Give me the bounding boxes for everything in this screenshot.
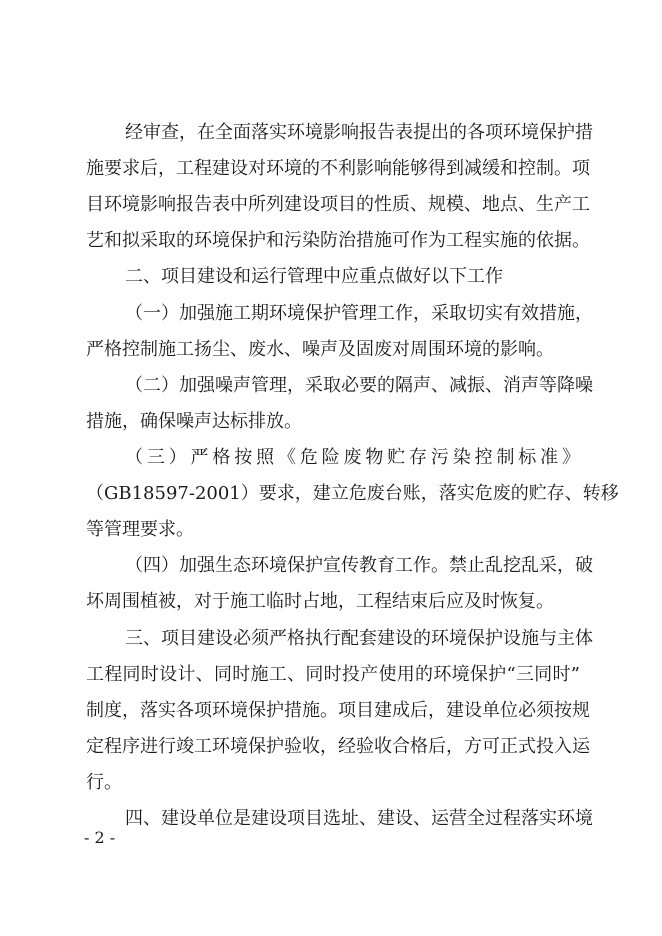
- text-line: 行。: [86, 772, 122, 793]
- text-line: 工程同时设计、同时施工、同时投产使用的环境保护“三同时”: [86, 664, 580, 685]
- text-line: （三）严格按照《危险废物贮存污染控制标准》: [125, 447, 580, 468]
- text-line: （二）加强噪声管理，采取必要的隔声、减振、消声等降噪: [125, 375, 593, 396]
- text-line: 措施，确保噪声达标排放。: [86, 411, 302, 432]
- section-heading: 二、项目建设和运行管理中应重点做好以下工作: [125, 266, 503, 287]
- text-line: 严格控制施工扬尘、废水、噪声及固废对周围环境的影响。: [86, 339, 554, 360]
- text-line: 艺和拟采取的环境保护和污染防治措施可作为工程实施的依据。: [86, 230, 590, 251]
- text-line: 经审查，在全面落实环境影响报告表提出的各项环境保护措: [125, 122, 593, 143]
- text-line: （四）加强生态环境保护宣传教育工作。禁止乱挖乱采，破: [125, 555, 593, 576]
- text-line: 制度，落实各项环境保护措施。项目建成后，建设单位必须按规: [86, 700, 590, 721]
- section-heading: 四、建设单位是建设项目选址、建设、运营全过程落实环境: [125, 808, 593, 829]
- text-line: 目环境影响报告表中所列建设项目的性质、规模、地点、生产工: [86, 194, 590, 215]
- text-line: （GB18597-2001）要求，建立危废台账，落实危废的贮存、转移: [86, 483, 619, 504]
- text-line: 坏周围植被，对于施工临时占地，工程结束后应及时恢复。: [86, 591, 554, 612]
- text-line: 等管理要求。: [86, 519, 194, 540]
- section-heading: 三、项目建设必须严格执行配套建设的环境保护设施与主体: [125, 628, 593, 649]
- page-number: - 2 -: [84, 828, 116, 847]
- text-line: （一）加强施工期环境保护管理工作，采取切实有效措施，: [125, 303, 593, 324]
- text-line: 施要求后，工程建设对环境的不利影响能够得到减缓和控制。项: [86, 158, 590, 179]
- text-line: 定程序进行竣工环境保护验收，经验收合格后，方可正式投入运: [86, 736, 590, 757]
